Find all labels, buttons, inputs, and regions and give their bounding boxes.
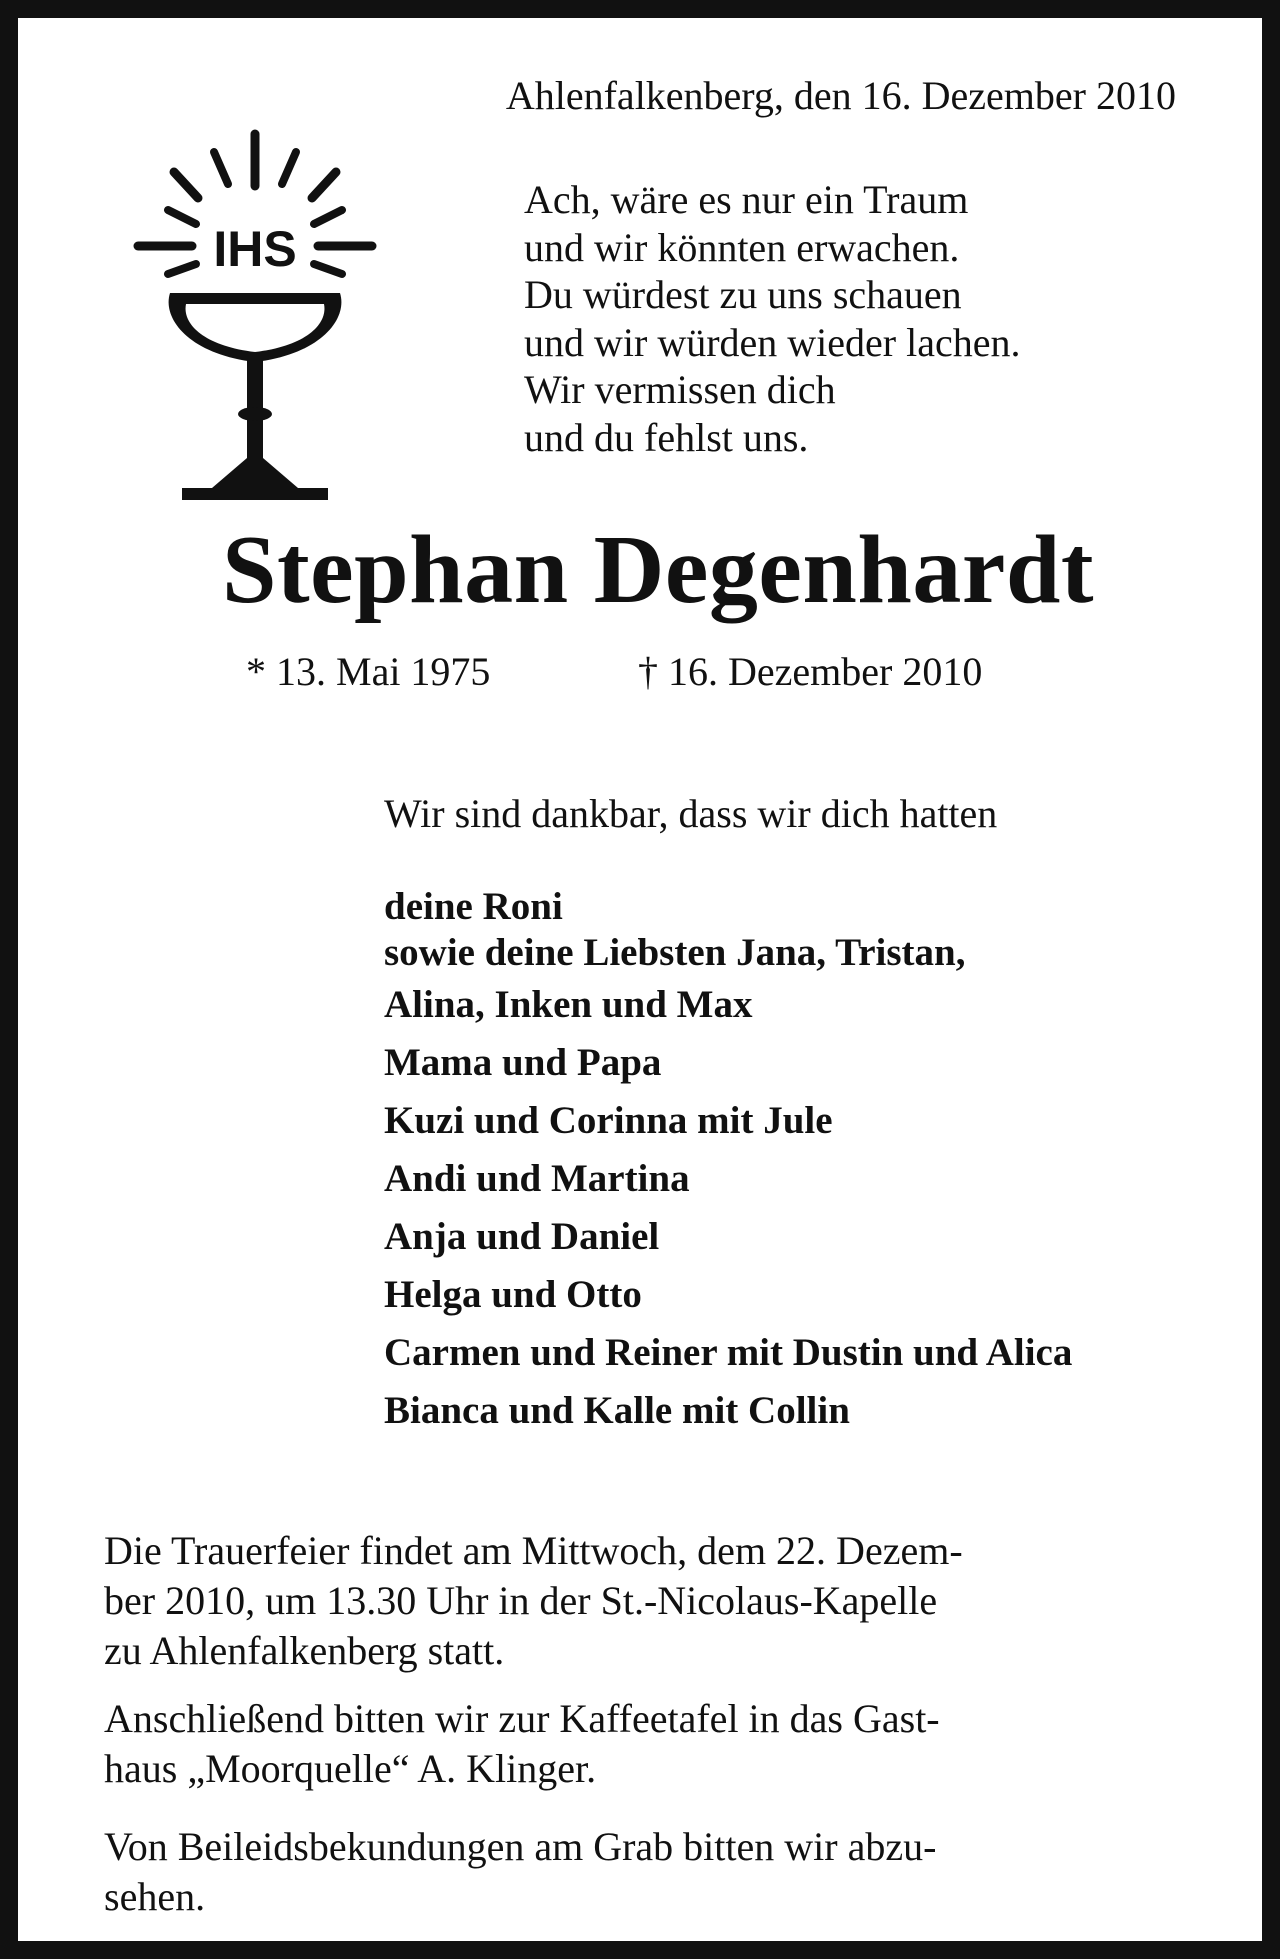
poem [524, 176, 1020, 461]
poem-line: Wir vermissen dich [524, 367, 836, 412]
family-line: Andi und Martina [384, 1157, 690, 1200]
poem-line: und wir könnten erwachen. [524, 224, 960, 270]
notice-line: zu Ahlenfalkenberg statt. [104, 1628, 505, 1673]
notice-line: sehen. [104, 1874, 206, 1919]
family-signatures [384, 884, 1072, 1440]
death-date: † 16. Dezember 2010 [638, 649, 983, 694]
poem-line: Ach, wäre es nur ein Traum [524, 177, 969, 222]
family-line: Bianca und Kalle mit Collin [384, 1389, 850, 1432]
family-line: Helga und Otto [384, 1273, 642, 1316]
family-line: Carmen und Reiner mit Dustin und Alica [384, 1331, 1073, 1374]
coffee-notice [104, 1694, 1216, 1794]
ihs-monogram: IHS [213, 221, 297, 277]
notice-line: Von Beileidsbekundungen am Grab bitten wir abzu- [104, 1824, 937, 1869]
family-line: Kuzi und Corinna mit Jule [384, 1099, 833, 1142]
notice-line: haus „Moorquelle“ A. Klinger. [104, 1746, 597, 1791]
family-line: deine Roni [384, 885, 563, 928]
chalice-with-rays-icon [130, 128, 380, 516]
family-line: Alina, Inken und Max [384, 983, 753, 1026]
place-and-date: Ahlenfalkenberg, den 16. Dezember 2010 [505, 73, 1176, 118]
poem-line: Du würdest zu uns schauen [524, 272, 962, 317]
family-line: Anja und Daniel [384, 1215, 660, 1258]
deceased-name: Stephan Degenhardt [221, 516, 1095, 624]
ceremony-notice [104, 1526, 1216, 1676]
family-line: sowie deine Liebsten Jana, Tristan, [384, 931, 966, 974]
condolence-notice [104, 1822, 1216, 1922]
family-line: Mama und Papa [384, 1041, 662, 1084]
poem-line: und wir würden wieder lachen. [524, 319, 1021, 365]
birth-date: * 13. Mai 1975 [246, 649, 491, 694]
thanks-line: Wir sind dankbar, dass wir dich hatten [384, 791, 998, 836]
notice-line: Die Trauerfeier findet am Mittwoch, dem 22. Dezem- [104, 1528, 963, 1573]
notice-line: Anschließend bitten wir zur Kaffeetafel in das Gast- [104, 1696, 940, 1741]
poem-line: und du fehlst uns. [524, 414, 809, 460]
notice-line: ber 2010, um 13.30 Uhr in der St.-Nicolaus-Kapelle [104, 1578, 938, 1623]
